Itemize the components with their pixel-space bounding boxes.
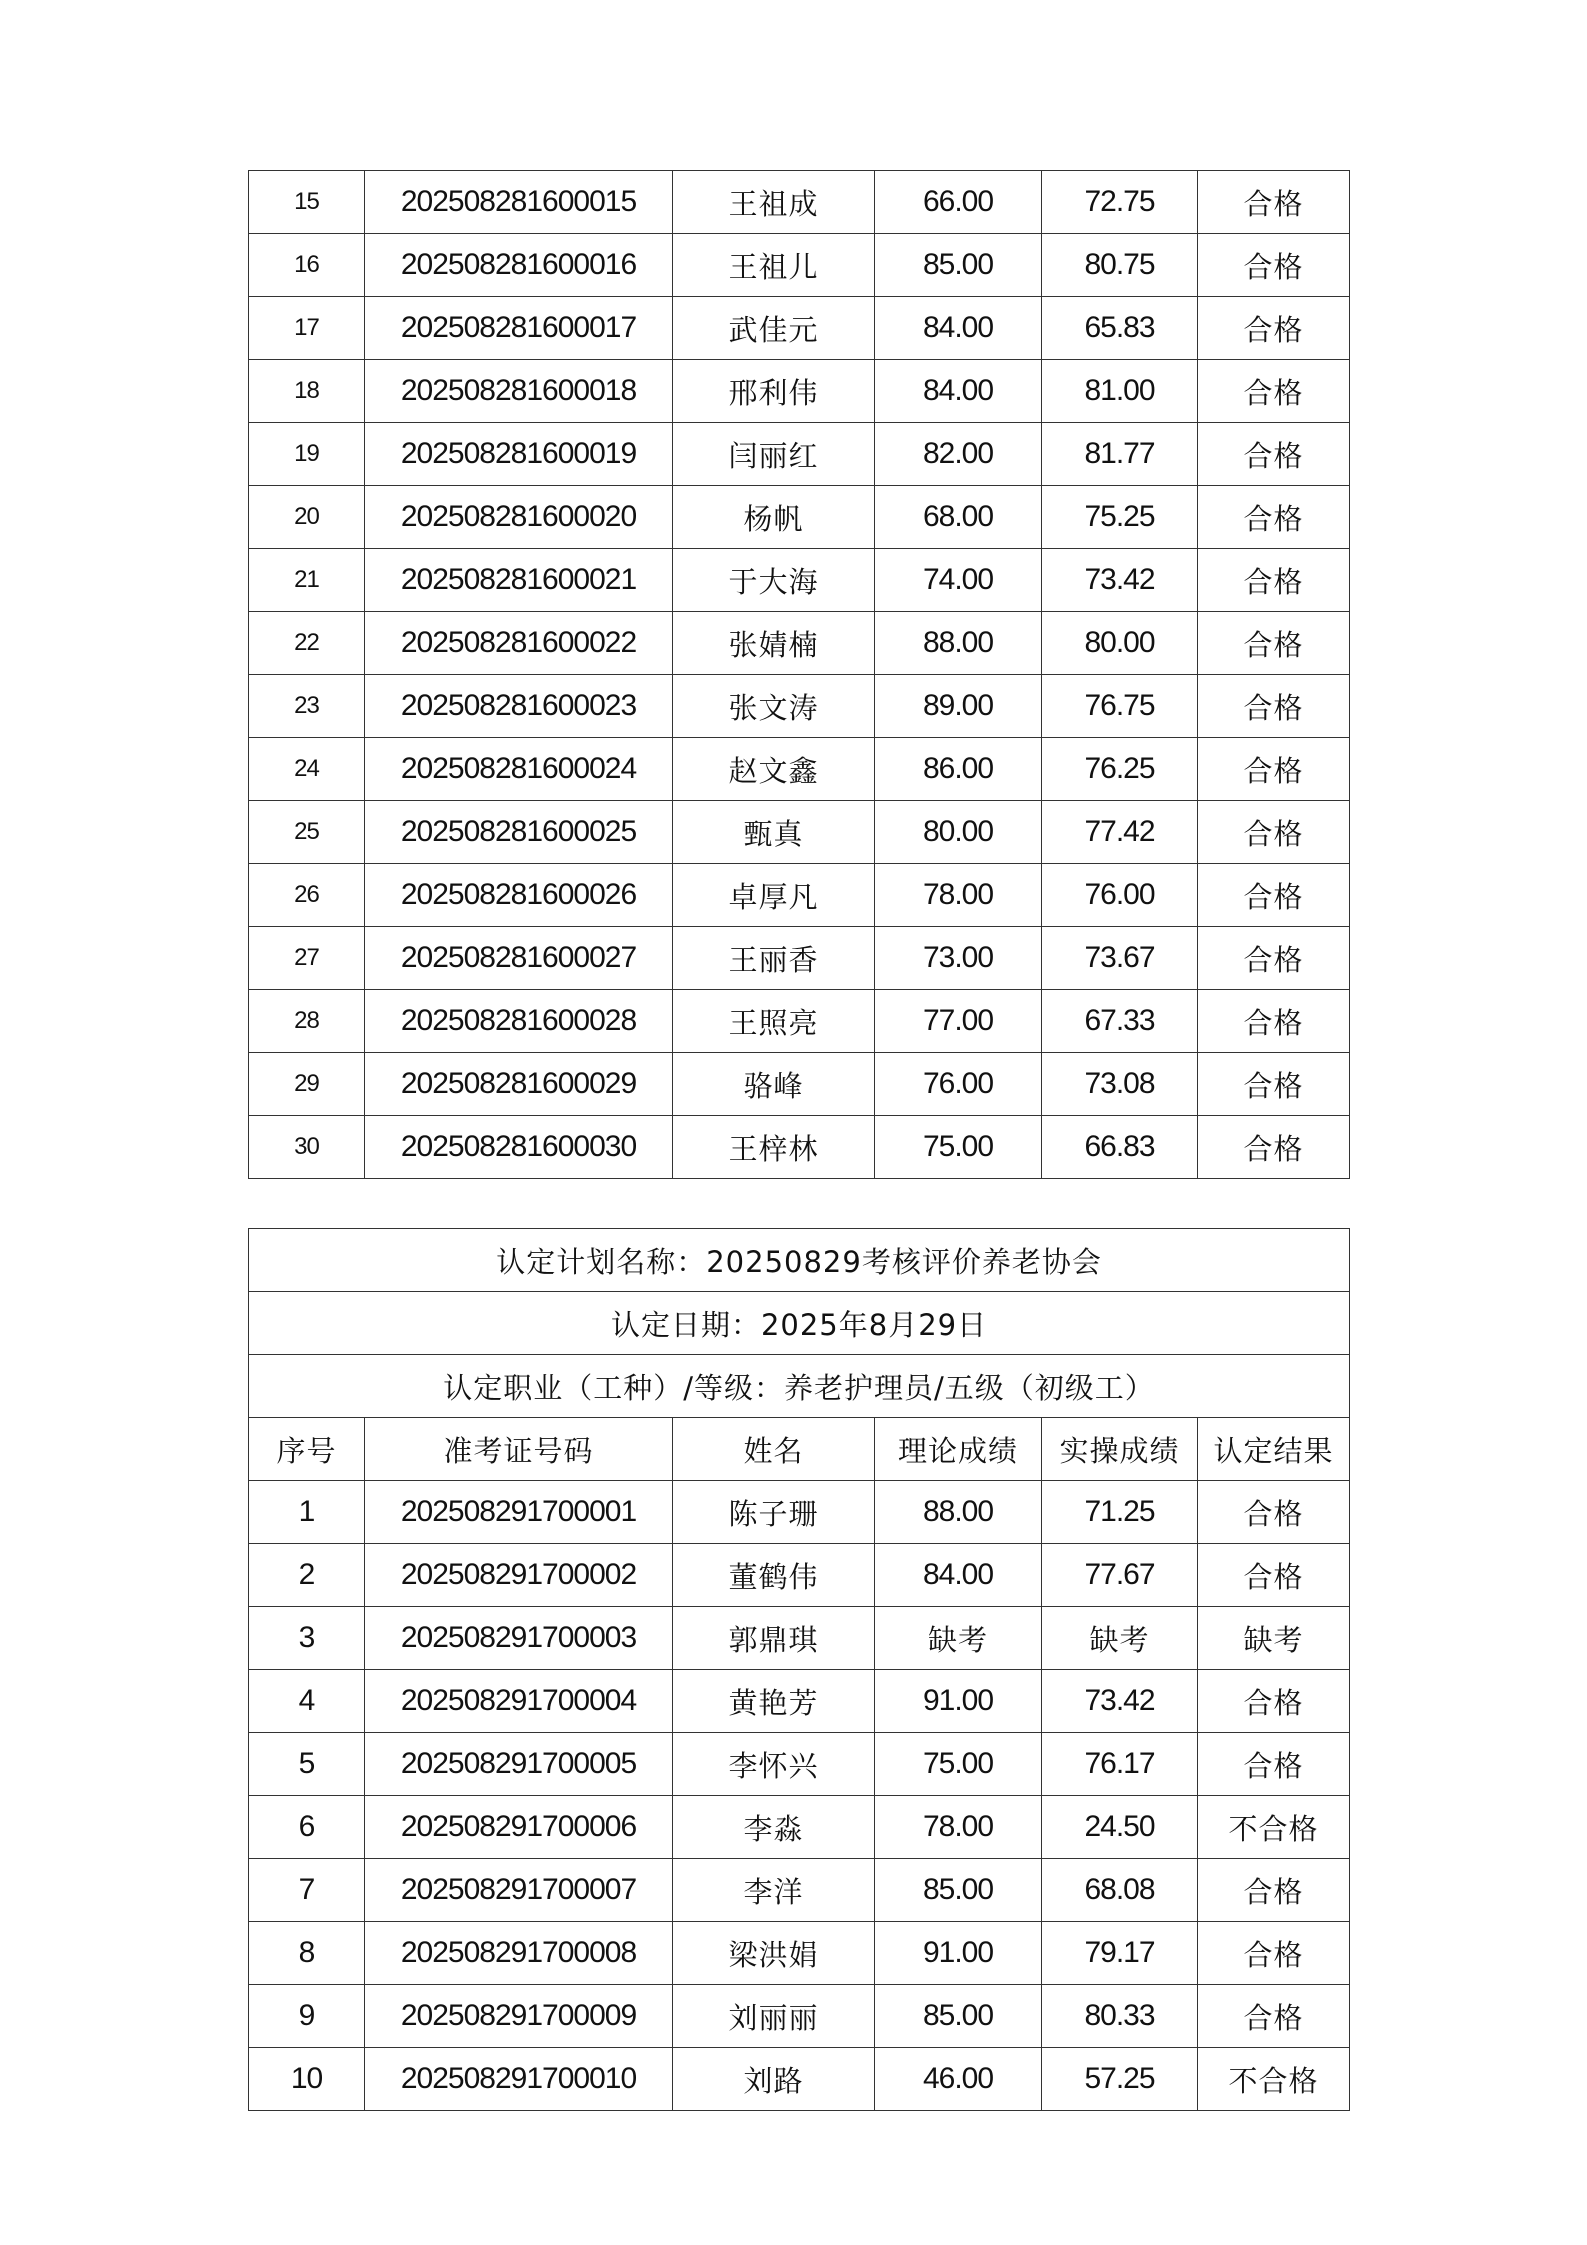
practical-score-cell: 81.77 bbox=[1042, 423, 1198, 486]
name-cell: 王照亮 bbox=[673, 990, 875, 1053]
practical-score-cell: 71.25 bbox=[1042, 1481, 1198, 1544]
header-ticket: 准考证号码 bbox=[365, 1418, 673, 1481]
ticket-number-cell: 202508291700007 bbox=[365, 1859, 673, 1922]
table-row bbox=[249, 1859, 1350, 1922]
ticket-number-cell: 202508281600017 bbox=[365, 297, 673, 360]
name-cell: 张婧楠 bbox=[673, 612, 875, 675]
table-row bbox=[249, 486, 1350, 549]
occupation-row bbox=[249, 1355, 1350, 1418]
name-cell: 杨帆 bbox=[673, 486, 875, 549]
date-row bbox=[249, 1292, 1350, 1355]
theory-score-cell: 85.00 bbox=[875, 1859, 1042, 1922]
plan-name-row bbox=[249, 1229, 1350, 1292]
seq-cell: 21 bbox=[249, 549, 365, 612]
name-cell: 刘丽丽 bbox=[673, 1985, 875, 2048]
practical-score-cell: 76.17 bbox=[1042, 1733, 1198, 1796]
table-row bbox=[249, 864, 1350, 927]
theory-score-cell: 85.00 bbox=[875, 1985, 1042, 2048]
result-cell: 合格 bbox=[1198, 360, 1350, 423]
theory-score-cell: 77.00 bbox=[875, 990, 1042, 1053]
seq-cell: 7 bbox=[249, 1859, 365, 1922]
ticket-number-cell: 202508281600020 bbox=[365, 486, 673, 549]
seq-cell: 24 bbox=[249, 738, 365, 801]
practical-score-cell: 76.25 bbox=[1042, 738, 1198, 801]
practical-score-cell: 77.42 bbox=[1042, 801, 1198, 864]
header-theory: 理论成绩 bbox=[875, 1418, 1042, 1481]
name-cell: 于大海 bbox=[673, 549, 875, 612]
practical-score-cell: 68.08 bbox=[1042, 1859, 1198, 1922]
theory-score-cell: 68.00 bbox=[875, 486, 1042, 549]
table-row bbox=[249, 171, 1350, 234]
ticket-number-cell: 202508281600023 bbox=[365, 675, 673, 738]
table-row bbox=[249, 738, 1350, 801]
seq-cell: 1 bbox=[249, 1481, 365, 1544]
name-cell: 邢利伟 bbox=[673, 360, 875, 423]
practical-score-cell: 73.67 bbox=[1042, 927, 1198, 990]
result-cell: 合格 bbox=[1198, 1985, 1350, 2048]
result-cell: 合格 bbox=[1198, 1116, 1350, 1179]
name-cell: 刘路 bbox=[673, 2048, 875, 2111]
seq-cell: 23 bbox=[249, 675, 365, 738]
table-row bbox=[249, 2048, 1350, 2111]
seq-cell: 28 bbox=[249, 990, 365, 1053]
seq-cell: 9 bbox=[249, 1985, 365, 2048]
name-cell: 王丽香 bbox=[673, 927, 875, 990]
name-cell: 卓厚凡 bbox=[673, 864, 875, 927]
name-cell: 赵文鑫 bbox=[673, 738, 875, 801]
table-row bbox=[249, 1796, 1350, 1859]
theory-score-cell: 89.00 bbox=[875, 675, 1042, 738]
table-row bbox=[249, 423, 1350, 486]
ticket-number-cell: 202508281600025 bbox=[365, 801, 673, 864]
ticket-number-cell: 202508281600028 bbox=[365, 990, 673, 1053]
theory-score-cell: 75.00 bbox=[875, 1116, 1042, 1179]
ticket-number-cell: 202508291700006 bbox=[365, 1796, 673, 1859]
seq-cell: 4 bbox=[249, 1670, 365, 1733]
plan-name: 认定计划名称：20250829考核评价养老协会 bbox=[249, 1229, 1350, 1292]
name-cell: 闫丽红 bbox=[673, 423, 875, 486]
practical-score-cell: 75.25 bbox=[1042, 486, 1198, 549]
practical-score-cell: 73.42 bbox=[1042, 1670, 1198, 1733]
result-cell: 合格 bbox=[1198, 612, 1350, 675]
theory-score-cell: 91.00 bbox=[875, 1670, 1042, 1733]
table-row bbox=[249, 1607, 1350, 1670]
name-cell: 骆峰 bbox=[673, 1053, 875, 1116]
theory-score-cell: 84.00 bbox=[875, 1544, 1042, 1607]
theory-score-cell: 73.00 bbox=[875, 927, 1042, 990]
seq-cell: 30 bbox=[249, 1116, 365, 1179]
theory-score-cell: 78.00 bbox=[875, 1796, 1042, 1859]
theory-score-cell: 缺考 bbox=[875, 1607, 1042, 1670]
theory-score-cell: 91.00 bbox=[875, 1922, 1042, 1985]
table-row bbox=[249, 360, 1350, 423]
ticket-number-cell: 202508291700004 bbox=[365, 1670, 673, 1733]
result-cell: 合格 bbox=[1198, 927, 1350, 990]
ticket-number-cell: 202508281600026 bbox=[365, 864, 673, 927]
occupation-level: 认定职业（工种）/等级：养老护理员/五级（初级工） bbox=[249, 1355, 1350, 1418]
seq-cell: 25 bbox=[249, 801, 365, 864]
result-cell: 合格 bbox=[1198, 864, 1350, 927]
table-row bbox=[249, 1733, 1350, 1796]
practical-score-cell: 77.67 bbox=[1042, 1544, 1198, 1607]
result-cell: 缺考 bbox=[1198, 1607, 1350, 1670]
practical-score-cell: 57.25 bbox=[1042, 2048, 1198, 2111]
theory-score-cell: 75.00 bbox=[875, 1733, 1042, 1796]
table-row bbox=[249, 1053, 1350, 1116]
result-cell: 合格 bbox=[1198, 1670, 1350, 1733]
seq-cell: 8 bbox=[249, 1922, 365, 1985]
result-cell: 不合格 bbox=[1198, 2048, 1350, 2111]
table-row bbox=[249, 234, 1350, 297]
assessment-date: 认定日期：2025年8月29日 bbox=[249, 1292, 1350, 1355]
practical-score-cell: 72.75 bbox=[1042, 171, 1198, 234]
header-row bbox=[249, 1418, 1350, 1481]
practical-score-cell: 67.33 bbox=[1042, 990, 1198, 1053]
result-cell: 合格 bbox=[1198, 990, 1350, 1053]
ticket-number-cell: 202508281600022 bbox=[365, 612, 673, 675]
practical-score-cell: 73.08 bbox=[1042, 1053, 1198, 1116]
theory-score-cell: 84.00 bbox=[875, 360, 1042, 423]
name-cell: 甄真 bbox=[673, 801, 875, 864]
ticket-number-cell: 202508281600029 bbox=[365, 1053, 673, 1116]
ticket-number-cell: 202508281600027 bbox=[365, 927, 673, 990]
name-cell: 李洋 bbox=[673, 1859, 875, 1922]
ticket-number-cell: 202508291700008 bbox=[365, 1922, 673, 1985]
name-cell: 黄艳芳 bbox=[673, 1670, 875, 1733]
header-result: 认定结果 bbox=[1198, 1418, 1350, 1481]
table-row bbox=[249, 549, 1350, 612]
theory-score-cell: 78.00 bbox=[875, 864, 1042, 927]
result-cell: 合格 bbox=[1198, 801, 1350, 864]
theory-score-cell: 88.00 bbox=[875, 612, 1042, 675]
table-row bbox=[249, 612, 1350, 675]
ticket-number-cell: 202508281600021 bbox=[365, 549, 673, 612]
theory-score-cell: 46.00 bbox=[875, 2048, 1042, 2111]
name-cell: 李怀兴 bbox=[673, 1733, 875, 1796]
practical-score-cell: 65.83 bbox=[1042, 297, 1198, 360]
header-practical: 实操成绩 bbox=[1042, 1418, 1198, 1481]
practical-score-cell: 80.00 bbox=[1042, 612, 1198, 675]
ticket-number-cell: 202508291700009 bbox=[365, 1985, 673, 2048]
practical-score-cell: 73.42 bbox=[1042, 549, 1198, 612]
table-row bbox=[249, 297, 1350, 360]
seq-cell: 20 bbox=[249, 486, 365, 549]
practical-score-cell: 24.50 bbox=[1042, 1796, 1198, 1859]
table-row bbox=[249, 990, 1350, 1053]
table-row bbox=[249, 1985, 1350, 2048]
name-cell: 张文涛 bbox=[673, 675, 875, 738]
seq-cell: 26 bbox=[249, 864, 365, 927]
seq-cell: 2 bbox=[249, 1544, 365, 1607]
practical-score-cell: 76.00 bbox=[1042, 864, 1198, 927]
table-row bbox=[249, 801, 1350, 864]
theory-score-cell: 86.00 bbox=[875, 738, 1042, 801]
ticket-number-cell: 202508291700001 bbox=[365, 1481, 673, 1544]
theory-score-cell: 82.00 bbox=[875, 423, 1042, 486]
result-cell: 合格 bbox=[1198, 675, 1350, 738]
ticket-number-cell: 202508291700010 bbox=[365, 2048, 673, 2111]
name-cell: 李淼 bbox=[673, 1796, 875, 1859]
result-cell: 合格 bbox=[1198, 171, 1350, 234]
table-row bbox=[249, 1116, 1350, 1179]
ticket-number-cell: 202508281600019 bbox=[365, 423, 673, 486]
name-cell: 王梓林 bbox=[673, 1116, 875, 1179]
seq-cell: 3 bbox=[249, 1607, 365, 1670]
result-cell: 合格 bbox=[1198, 423, 1350, 486]
ticket-number-cell: 202508281600024 bbox=[365, 738, 673, 801]
seq-cell: 16 bbox=[249, 234, 365, 297]
ticket-number-cell: 202508291700005 bbox=[365, 1733, 673, 1796]
result-cell: 合格 bbox=[1198, 1481, 1350, 1544]
ticket-number-cell: 202508291700002 bbox=[365, 1544, 673, 1607]
name-cell: 陈子珊 bbox=[673, 1481, 875, 1544]
seq-cell: 18 bbox=[249, 360, 365, 423]
result-cell: 合格 bbox=[1198, 297, 1350, 360]
seq-cell: 27 bbox=[249, 927, 365, 990]
seq-cell: 5 bbox=[249, 1733, 365, 1796]
practical-score-cell: 66.83 bbox=[1042, 1116, 1198, 1179]
seq-cell: 10 bbox=[249, 2048, 365, 2111]
theory-score-cell: 76.00 bbox=[875, 1053, 1042, 1116]
theory-score-cell: 80.00 bbox=[875, 801, 1042, 864]
table-row bbox=[249, 927, 1350, 990]
ticket-number-cell: 202508281600015 bbox=[365, 171, 673, 234]
name-cell: 王祖儿 bbox=[673, 234, 875, 297]
result-cell: 合格 bbox=[1198, 1859, 1350, 1922]
table-row bbox=[249, 1670, 1350, 1733]
result-cell: 合格 bbox=[1198, 1922, 1350, 1985]
ticket-number-cell: 202508281600016 bbox=[365, 234, 673, 297]
result-cell: 合格 bbox=[1198, 549, 1350, 612]
header-name: 姓名 bbox=[673, 1418, 875, 1481]
practical-score-cell: 76.75 bbox=[1042, 675, 1198, 738]
theory-score-cell: 74.00 bbox=[875, 549, 1042, 612]
ticket-number-cell: 202508281600030 bbox=[365, 1116, 673, 1179]
practical-score-cell: 80.33 bbox=[1042, 1985, 1198, 2048]
seq-cell: 15 bbox=[249, 171, 365, 234]
result-cell: 合格 bbox=[1198, 1544, 1350, 1607]
name-cell: 武佳元 bbox=[673, 297, 875, 360]
practical-score-cell: 缺考 bbox=[1042, 1607, 1198, 1670]
name-cell: 郭鼎琪 bbox=[673, 1607, 875, 1670]
name-cell: 梁洪娟 bbox=[673, 1922, 875, 1985]
ticket-number-cell: 202508291700003 bbox=[365, 1607, 673, 1670]
table-row bbox=[249, 675, 1350, 738]
seq-cell: 29 bbox=[249, 1053, 365, 1116]
seq-cell: 17 bbox=[249, 297, 365, 360]
results-table-20250829 bbox=[248, 1228, 1350, 2111]
seq-cell: 19 bbox=[249, 423, 365, 486]
results-table-continued bbox=[248, 170, 1350, 1179]
theory-score-cell: 66.00 bbox=[875, 171, 1042, 234]
name-cell: 王祖成 bbox=[673, 171, 875, 234]
theory-score-cell: 85.00 bbox=[875, 234, 1042, 297]
practical-score-cell: 80.75 bbox=[1042, 234, 1198, 297]
table-row bbox=[249, 1481, 1350, 1544]
result-cell: 合格 bbox=[1198, 1733, 1350, 1796]
seq-cell: 22 bbox=[249, 612, 365, 675]
table-row bbox=[249, 1544, 1350, 1607]
result-cell: 合格 bbox=[1198, 1053, 1350, 1116]
seq-cell: 6 bbox=[249, 1796, 365, 1859]
practical-score-cell: 81.00 bbox=[1042, 360, 1198, 423]
ticket-number-cell: 202508281600018 bbox=[365, 360, 673, 423]
header-seq: 序号 bbox=[249, 1418, 365, 1481]
result-cell: 不合格 bbox=[1198, 1796, 1350, 1859]
practical-score-cell: 79.17 bbox=[1042, 1922, 1198, 1985]
result-cell: 合格 bbox=[1198, 234, 1350, 297]
theory-score-cell: 88.00 bbox=[875, 1481, 1042, 1544]
result-cell: 合格 bbox=[1198, 738, 1350, 801]
theory-score-cell: 84.00 bbox=[875, 297, 1042, 360]
table-row bbox=[249, 1922, 1350, 1985]
result-cell: 合格 bbox=[1198, 486, 1350, 549]
name-cell: 董鹤伟 bbox=[673, 1544, 875, 1607]
